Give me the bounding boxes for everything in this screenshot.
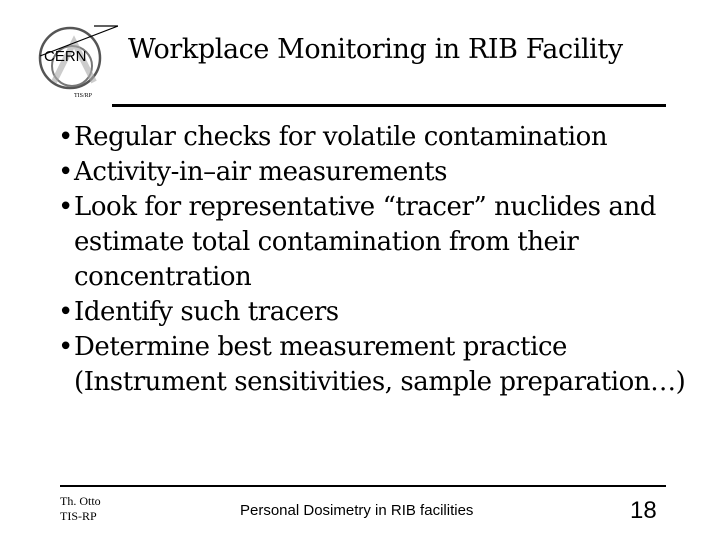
bullet-item: • Look for representative “tracer” nuclides and estimate total contamination from their concentration <box>60 190 700 295</box>
title-underline <box>112 104 666 107</box>
bullet-item: • Determine best measurement practice (Instrument sensitivities, sample preparation…) <box>60 330 700 400</box>
author-unit: TIS-RP <box>60 509 97 523</box>
svg-text:CERN: CERN <box>44 48 87 65</box>
bullet-list <box>60 120 700 400</box>
author-name: Th. Otto <box>60 494 101 508</box>
bullet-item: • Regular checks for volatile contamination <box>60 120 700 155</box>
bullet-item: • Activity-in–air measurements <box>60 155 700 190</box>
slide-title: Workplace Monitoring in RIB Facility <box>128 34 623 65</box>
footer-text: Personal Dosimetry in RIB facilities <box>240 502 474 519</box>
footer-divider <box>60 485 666 487</box>
page-number: 18 <box>630 497 657 524</box>
bullet-item: • Identify such tracers <box>60 295 700 330</box>
author-block <box>60 494 101 524</box>
logo-caption: TIS/RP <box>74 93 93 99</box>
